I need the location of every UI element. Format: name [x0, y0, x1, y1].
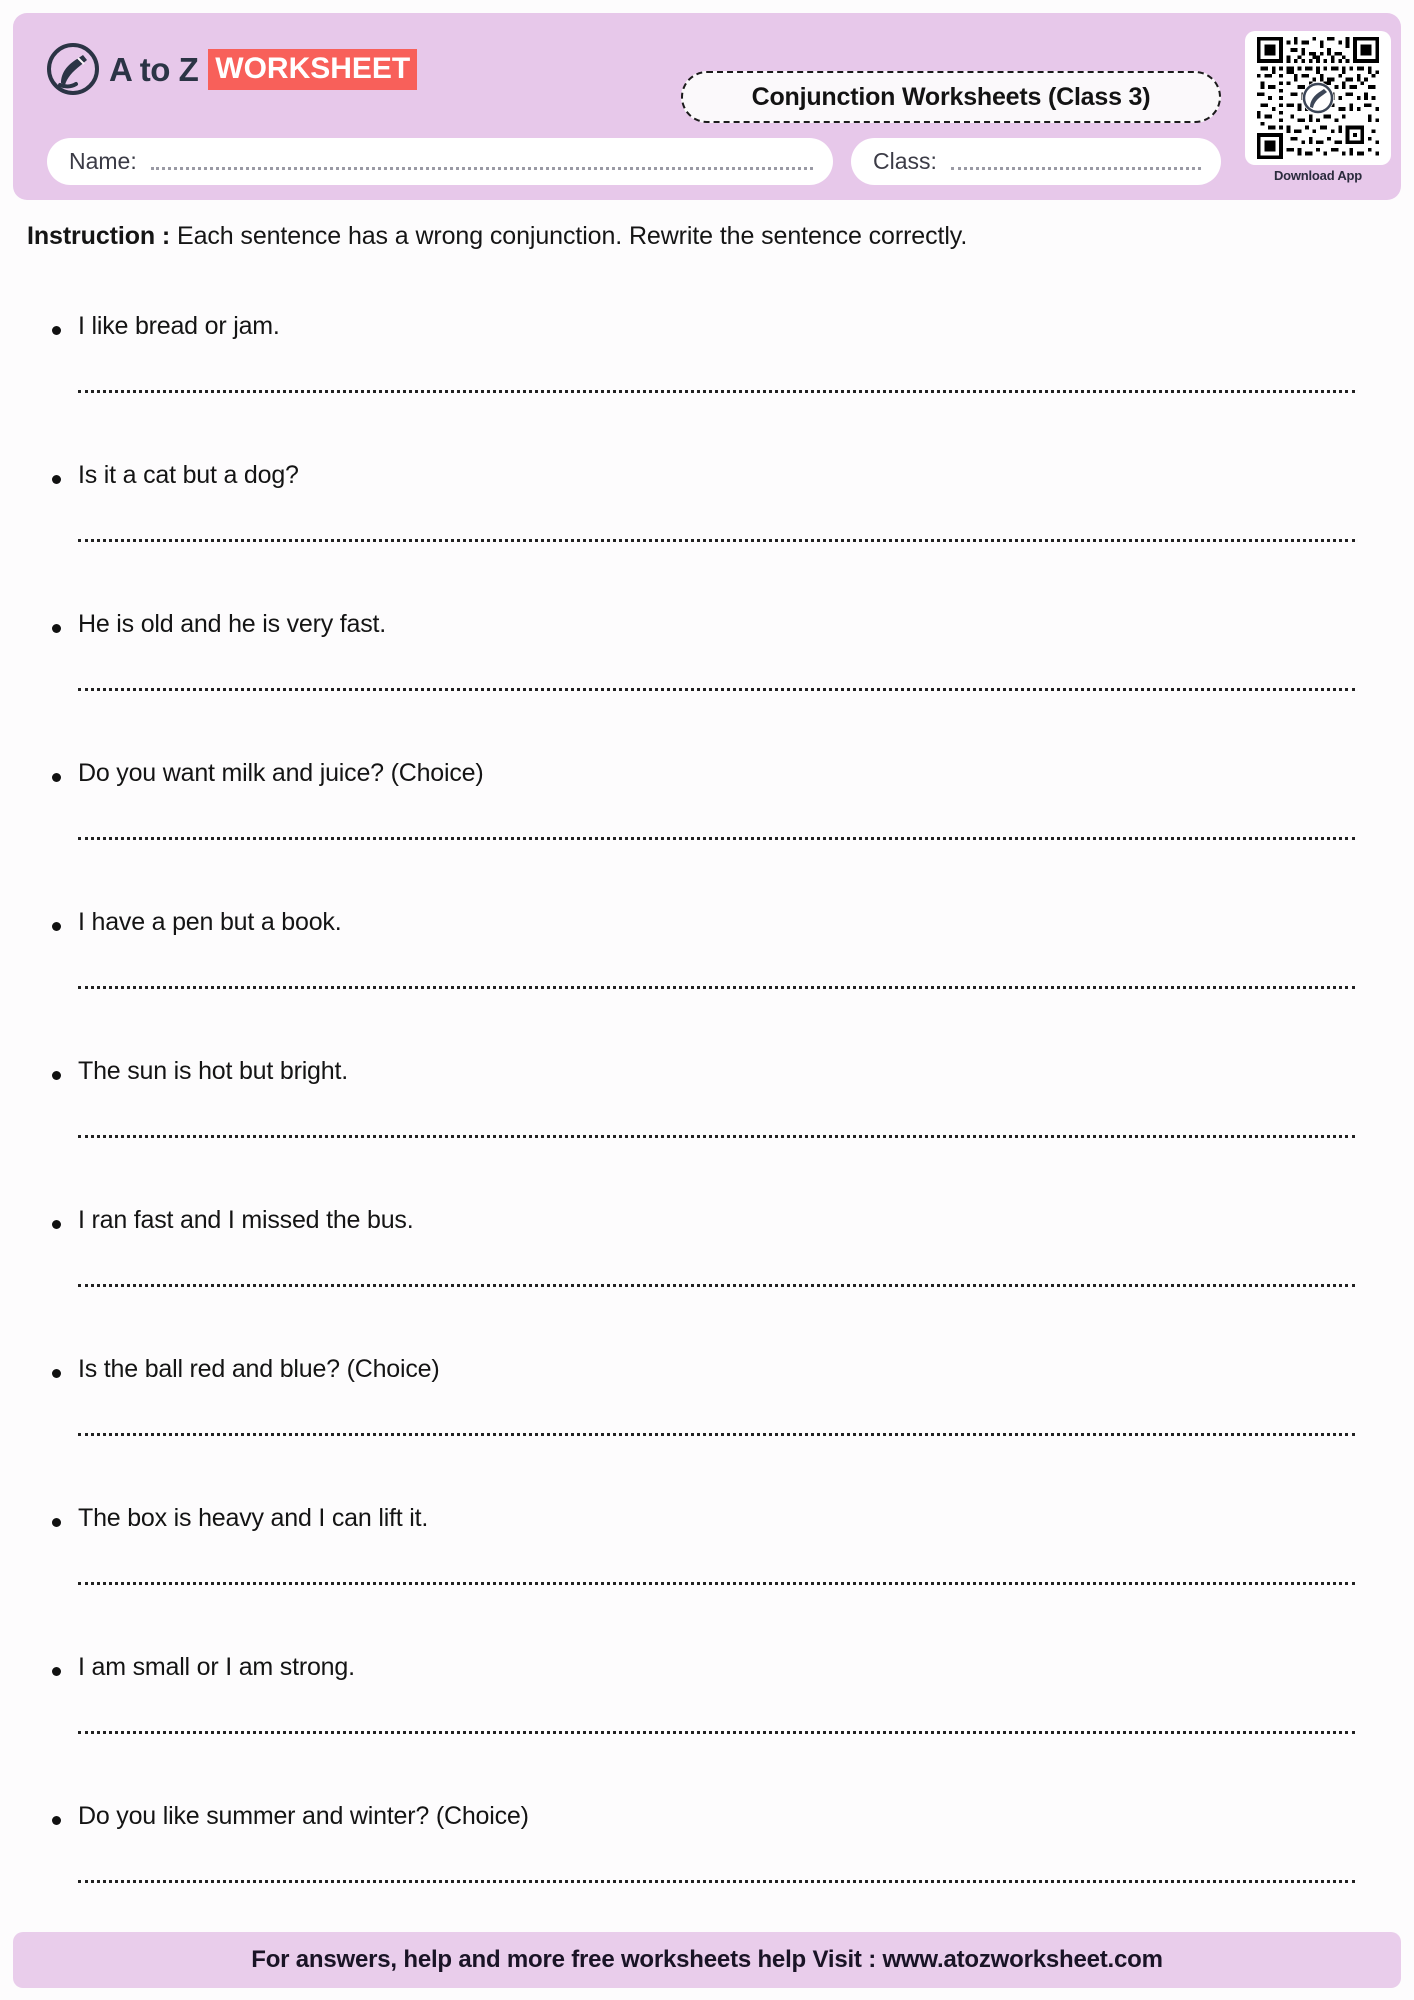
brand-logo: [47, 43, 417, 95]
instruction-text: Each sentence has a wrong conjunction. Rewrite the sentence correctly.: [177, 222, 968, 250]
question-item: [0, 1045, 1414, 1194]
class-field-writing-line[interactable]: [951, 166, 1201, 170]
qr-caption: Download App: [1273, 168, 1363, 183]
pen-in-circle-icon: [47, 43, 99, 95]
download-app-qr[interactable]: [1245, 31, 1391, 183]
bullet-icon: [52, 1071, 61, 1080]
qr-code-icon[interactable]: [1245, 31, 1391, 165]
footer-text: For answers, help and more free worksheets help Visit : www.atozworksheet.com: [251, 1946, 1163, 1973]
question-text: Is the ball red and blue? (Choice): [78, 1355, 440, 1383]
question-item: [0, 896, 1414, 1045]
question-item: [0, 1194, 1414, 1343]
bullet-icon: [52, 624, 61, 633]
question-text: He is old and he is very fast.: [78, 610, 387, 638]
name-field-writing-line[interactable]: [151, 166, 813, 170]
page-title: Conjunction Worksheets (Class 3): [751, 82, 1151, 111]
answer-writing-line[interactable]: [78, 986, 1355, 989]
question-item: [0, 449, 1414, 598]
class-field-label: Class:: [873, 148, 937, 174]
answer-writing-line[interactable]: [78, 1135, 1355, 1138]
answer-writing-line[interactable]: [78, 1880, 1355, 1883]
brand-name-secondary: WORKSHEET: [208, 49, 417, 90]
bullet-icon: [52, 475, 61, 484]
answer-writing-line[interactable]: [78, 688, 1355, 691]
answer-writing-line[interactable]: [78, 390, 1355, 393]
question-text: Is it a cat but a dog?: [78, 461, 299, 489]
worksheet-footer: [13, 1932, 1401, 1988]
instruction-label: Instruction :: [27, 222, 171, 250]
bullet-icon: [52, 1667, 61, 1676]
question-item: [0, 300, 1414, 449]
brand-name-primary: A to Z: [109, 50, 199, 88]
student-fields: [47, 138, 1221, 185]
answer-writing-line[interactable]: [78, 1433, 1355, 1436]
bullet-icon: [52, 326, 61, 335]
worksheet-header: [13, 13, 1401, 200]
question-text: The box is heavy and I can lift it.: [78, 1504, 429, 1532]
answer-writing-line[interactable]: [78, 1284, 1355, 1287]
question-item: [0, 1492, 1414, 1641]
answer-writing-line[interactable]: [78, 539, 1355, 542]
answer-writing-line[interactable]: [78, 1731, 1355, 1734]
question-list: [0, 300, 1414, 1939]
qr-center-brand-icon: [1301, 81, 1335, 115]
bullet-icon: [52, 1220, 61, 1229]
answer-writing-line[interactable]: [78, 1582, 1355, 1585]
name-field-label: Name:: [69, 148, 137, 174]
question-text: I am small or I am strong.: [78, 1653, 355, 1681]
question-text: Do you like summer and winter? (Choice): [78, 1802, 529, 1830]
bullet-icon: [52, 1518, 61, 1527]
name-field[interactable]: [47, 138, 833, 185]
bullet-icon: [52, 1369, 61, 1378]
question-text: I like bread or jam.: [78, 312, 280, 340]
question-item: [0, 747, 1414, 896]
class-field[interactable]: [851, 138, 1221, 185]
question-item: [0, 1343, 1414, 1492]
instruction-line: [27, 222, 967, 251]
question-text: Do you want milk and juice? (Choice): [78, 759, 484, 787]
question-text: I have a pen but a book.: [78, 908, 342, 936]
bullet-icon: [52, 773, 61, 782]
bullet-icon: [52, 922, 61, 931]
bullet-icon: [52, 1816, 61, 1825]
question-text: I ran fast and I missed the bus.: [78, 1206, 414, 1234]
question-item: [0, 1790, 1414, 1939]
answer-writing-line[interactable]: [78, 837, 1355, 840]
question-text: The sun is hot but bright.: [78, 1057, 348, 1085]
worksheet-title-chip: [681, 71, 1221, 123]
question-item: [0, 1641, 1414, 1790]
question-item: [0, 598, 1414, 747]
